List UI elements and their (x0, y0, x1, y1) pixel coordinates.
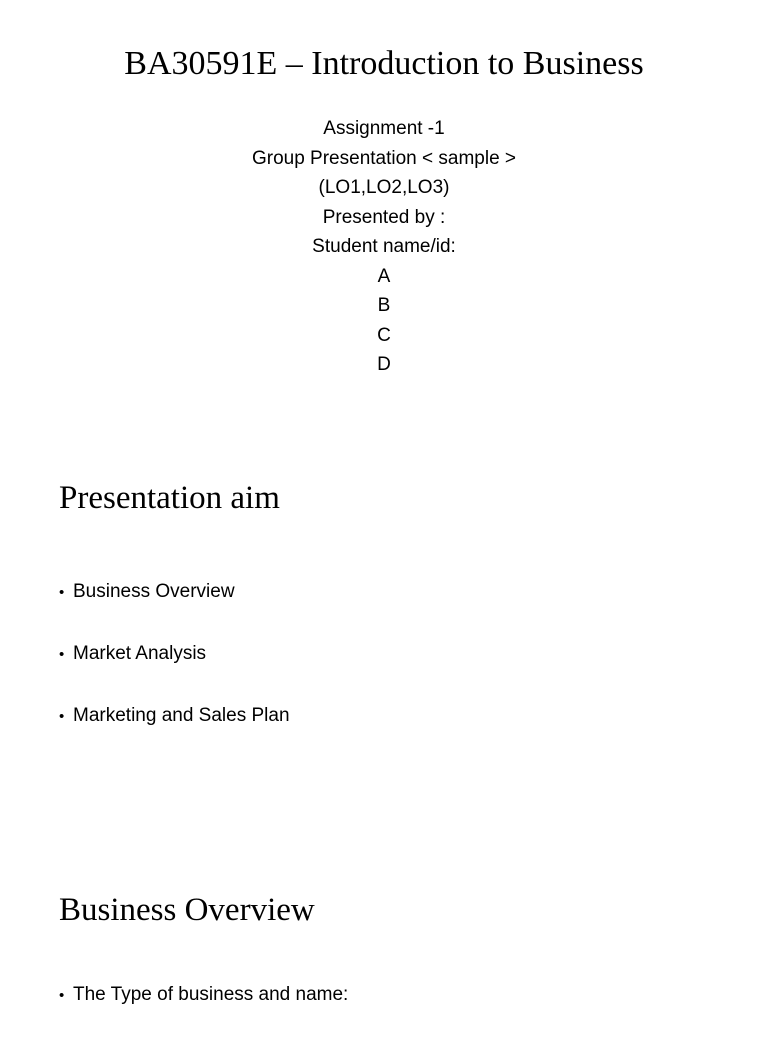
slide-title-presentation-aim: Presentation aim (59, 480, 280, 516)
bullet-text-type-of-business: The Type of business and name: (73, 984, 349, 1005)
subtitle-assignment: Assignment -1 (323, 118, 445, 139)
list-item (59, 703, 290, 765)
student-entry-b: B (377, 295, 391, 316)
presentation-aim-list (59, 579, 290, 765)
bullet-icon: • (59, 987, 65, 1004)
bullet-text-marketing-sales-plan: Marketing and Sales Plan (73, 705, 290, 726)
subtitle-presented-by: Presented by : (322, 206, 446, 228)
subtitle-group-presentation: Group Presentation < sample > (251, 147, 517, 169)
title-slide-subtitle (0, 114, 768, 380)
student-entry-a: A (377, 265, 391, 287)
list-item (59, 641, 290, 703)
student-entry-c: C (377, 324, 391, 346)
slide-title-course: BA30591E – Introduction to Business (124, 45, 644, 82)
bullet-text-business-overview: Business Overview (73, 581, 235, 602)
bullet-icon: • (59, 708, 65, 725)
student-entry-d: D (377, 354, 391, 375)
list-item (59, 579, 290, 641)
bullet-icon: • (59, 646, 65, 663)
business-overview-list (59, 982, 348, 1044)
bullet-text-market-analysis: Market Analysis (73, 643, 207, 664)
slide-title-business-overview: Business Overview (59, 892, 315, 928)
list-item (59, 982, 348, 1044)
subtitle-student-name-id: Student name/id: (312, 236, 456, 257)
bullet-icon: • (59, 584, 65, 601)
subtitle-learning-outcomes: (LO1,LO2,LO3) (318, 177, 450, 198)
